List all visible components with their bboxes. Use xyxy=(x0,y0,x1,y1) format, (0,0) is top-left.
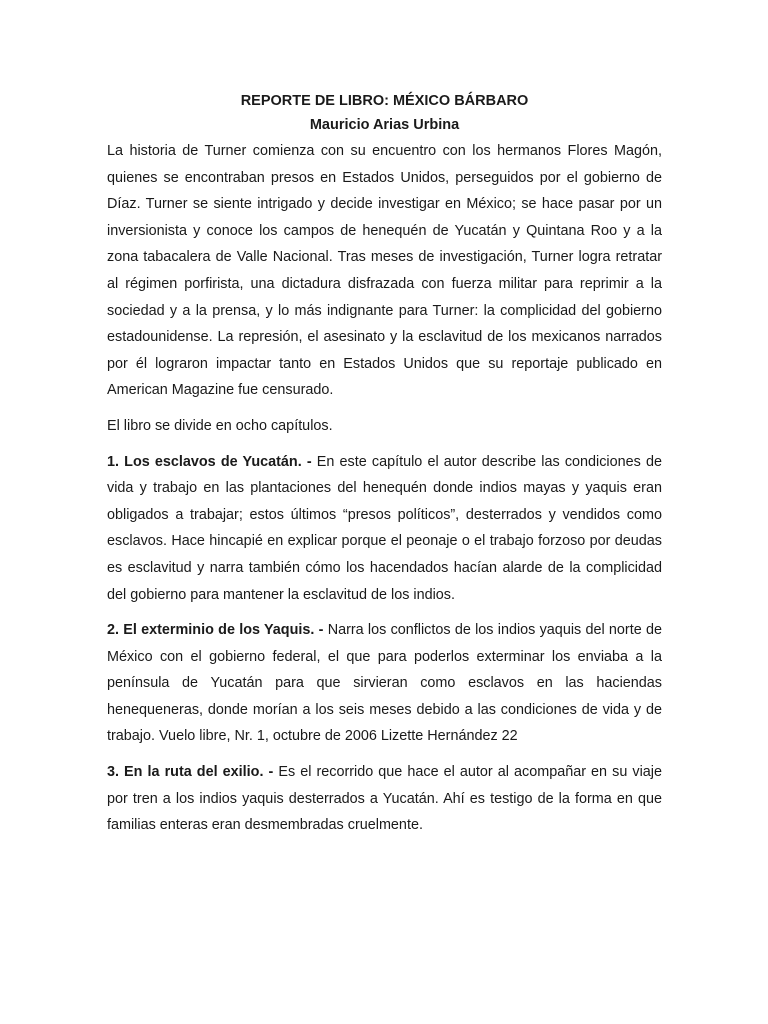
chapter-2-paragraph xyxy=(107,617,662,750)
document-page xyxy=(107,90,662,848)
chapter-1-heading: 1. Los esclavos de Yucatán. - xyxy=(107,453,312,470)
chapter-3-text: Es el recorrido que hace el autor al acompañar en su viaje por tren a los indios yaquis desterrados a Yucatán. Ahí es testigo de la forma en que familias enteras eran desmembradas cruelmente. xyxy=(107,764,662,834)
chapters-intro: El libro se divide en ocho capítulos. xyxy=(107,417,333,434)
document-title: REPORTE DE LIBRO: MÉXICO BÁRBARO xyxy=(240,93,529,109)
chapter-2-heading: 2. El exterminio de los Yaquis. - xyxy=(107,622,324,639)
chapter-1-text: En este capítulo el autor describe las condiciones de vida y trabajo en las plantaciones del henequén donde indios mayas y yaquis eran obligados a trabajar; estos últimos “presos políticos”, desterrados y vendidos como esclavos. Hace hincapié en explicar porque el peonaje o el trabajo forzoso por deudas es esclavitud y narra también cómo los hacendados hacían alarde de la complicidad del gobierno para mantener la esclavitud de los indios. xyxy=(107,453,662,603)
intro-paragraph: La historia de Turner comienza con su encuentro con los hermanos Flores Magón, quienes se encontraban presos en Estados Unidos, perseguidos por el gobierno de Díaz. Turner se siente intrigado y decide investigar en México; se hace pasar por un inversionista y conoce los campos de henequén de Yucatán y Quintana Roo y a la zona tabacalera de Valle Nacional. Tras meses de investigación, Turner logra retratar al régimen porfirista, una dictadura disfrazada con fuerza militar para reprimir a la sociedad y a la prensa, y lo más indignante para Turner: la complicidad del gobierno estadounidense. La represión, el asesinato y la esclavitud de los mexicanos narrados por él lograron impactar tanto en Estados Unidos que su reportaje publicado en American Magazine fue censurado. xyxy=(107,143,662,399)
chapter-2-text: Narra los conflictos de los indios yaquis del norte de México con el gobierno federal, el que para poderlos exterminar los enviaba a la península de Yucatán para que sirvieran como esclavos en las haciendas henequeneras, donde morían a los seis meses debido a las condiciones de vida y de trabajo. Vuelo libre, Nr. 1, octubre de 2006 Lizette Hernández 22 xyxy=(107,622,662,745)
document-author: Mauricio Arias Urbina xyxy=(309,117,460,133)
chapter-3-paragraph xyxy=(107,759,662,839)
chapter-1-paragraph xyxy=(107,449,662,609)
chapter-3-heading: 3. En la ruta del exilio. - xyxy=(107,764,274,781)
